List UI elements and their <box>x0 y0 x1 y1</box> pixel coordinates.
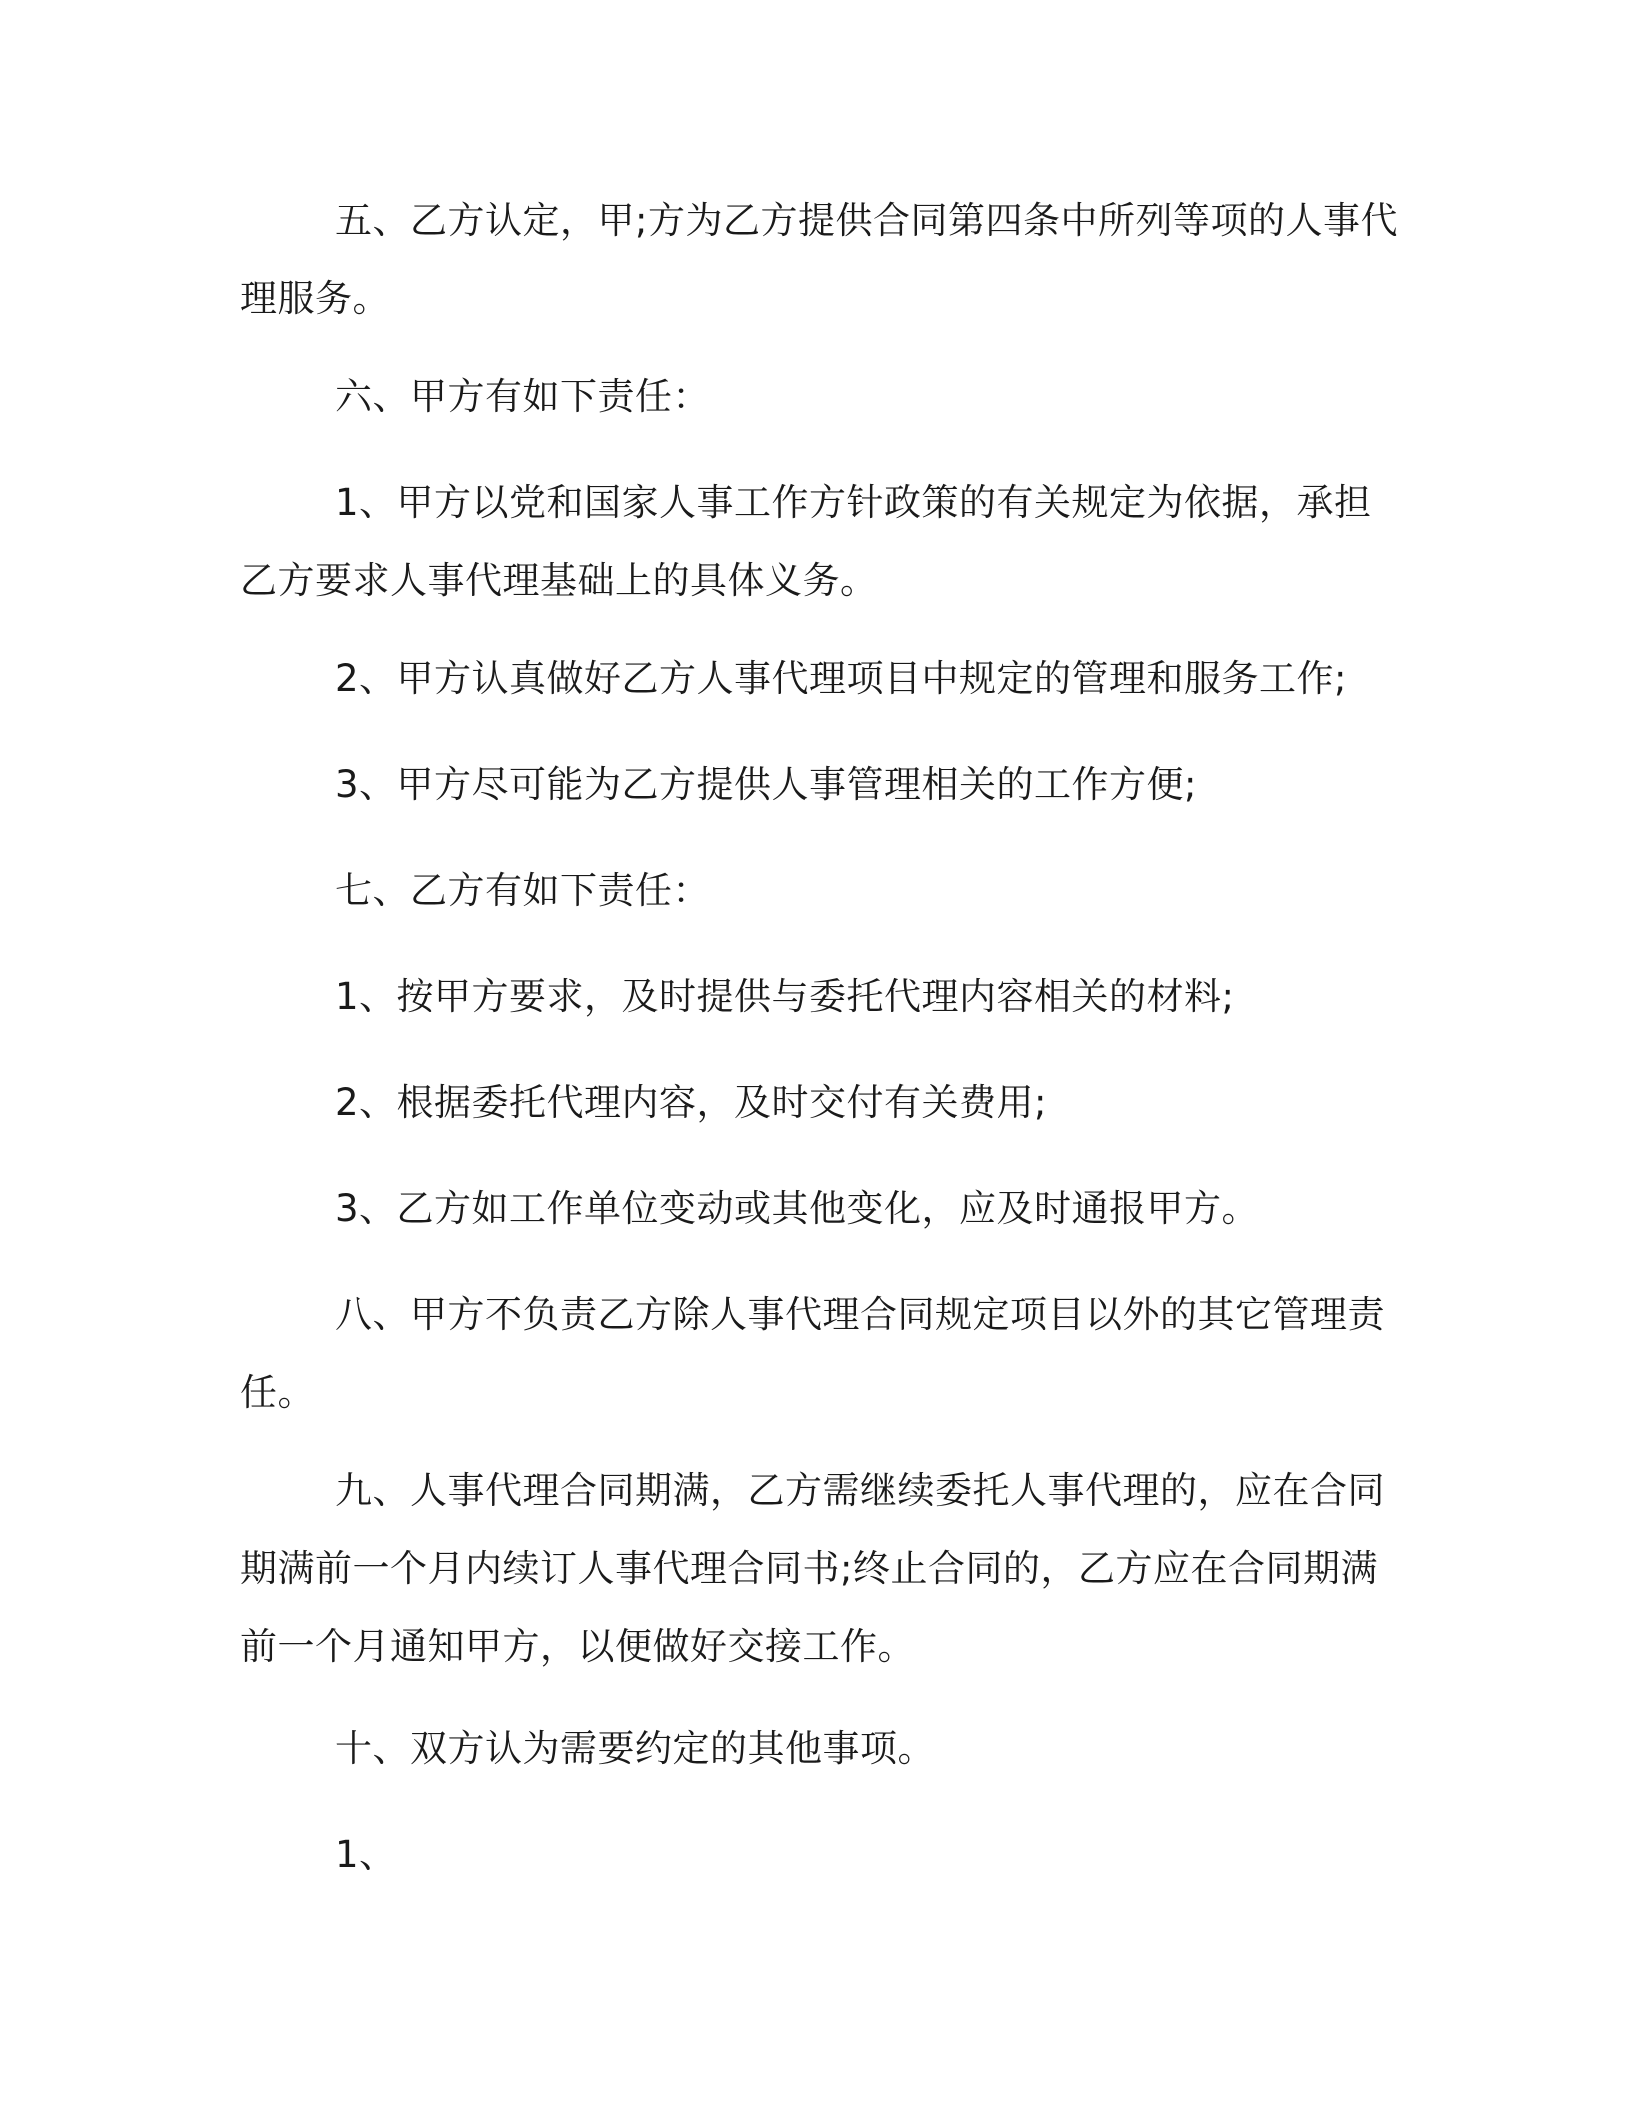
clause-9-paragraph: 九、人事代理合同期满，乙方需继续委托人事代理的，应在合同期满前一个月内续订人事代理合同书;终止合同的，乙方应在合同期满前一个月通知甲方，以便做好交接工作。 <box>240 1469 1385 1668</box>
clause-7-item-1: 1、按甲方要求，及时提供与委托代理内容相关的材料; <box>335 975 1235 1018</box>
clause-7-heading: 七、乙方有如下责任： <box>335 869 710 912</box>
clause-7-item-2: 2、根据委托代理内容，及时交付有关费用; <box>335 1081 1048 1124</box>
clause-10-heading: 十、双方认为需要约定的其他事项。 <box>335 1727 935 1770</box>
clause-6-item-1: 1、甲方以党和国家人事工作方针政策的有关规定为依据，承担乙方要求人事代理基础上的具体义务。 <box>240 481 1372 602</box>
clause-6-item-2: 2、甲方认真做好乙方人事代理项目中规定的管理和服务工作; <box>335 657 1348 700</box>
clause-5-paragraph: 五、乙方认定，甲;方为乙方提供合同第四条中所列等项的人事代理服务。 <box>240 199 1398 320</box>
clause-6-item-3: 3、甲方尽可能为乙方提供人事管理相关的工作方便; <box>335 763 1198 806</box>
clause-10-item-1: 1、 <box>335 1833 397 1876</box>
clause-6-heading: 六、甲方有如下责任： <box>335 375 710 418</box>
clause-7-item-3: 3、乙方如工作单位变动或其他变化，应及时通报甲方。 <box>335 1187 1260 1230</box>
clause-8-paragraph: 八、甲方不负责乙方除人事代理合同规定项目以外的其它管理责任。 <box>240 1293 1385 1414</box>
